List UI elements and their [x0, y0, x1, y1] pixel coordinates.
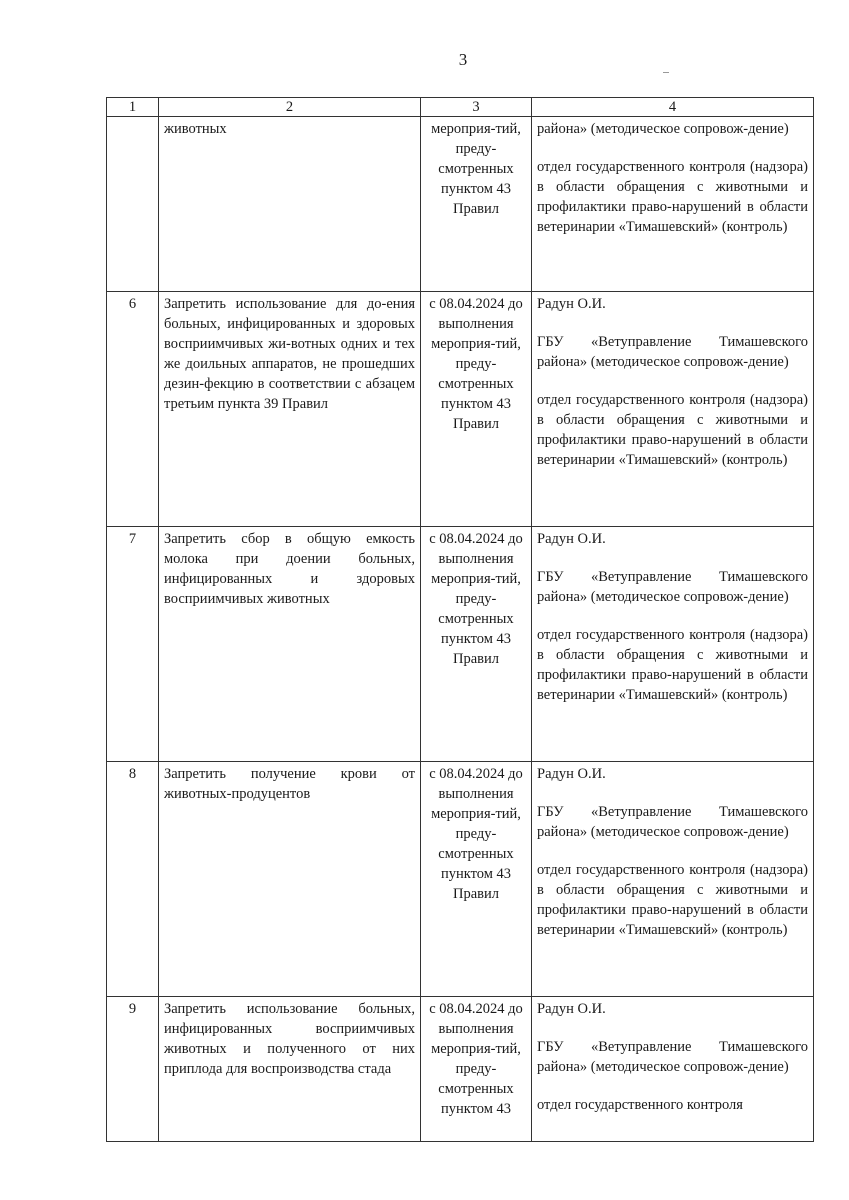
row-deadline: с 08.04.2024 до выполнения мероприя-тий, преду-смотренных пунктом 43 Правил [421, 527, 532, 762]
table-row [107, 117, 814, 292]
row-number [107, 117, 159, 292]
row-measure: Запретить использование больных, инфицированных восприимчивых животных и полученного от них приплода для воспроизводства стада [159, 997, 421, 1142]
row-number: 8 [107, 762, 159, 997]
row-responsible [532, 762, 814, 997]
responsible-line: Радун О.И. [537, 296, 606, 312]
responsible-line: ГБУ «Ветуправление Тимашевского района» (методическое сопровож-дение) [537, 334, 808, 370]
responsible-line: отдел государственного контроля (надзора) в области обращения с животными и профилактики право-нарушений в области ветеринарии «Тимашевский» (контроль) [537, 862, 808, 938]
row-deadline: мероприя-тий, преду-смотренных пунктом 43 Правил [421, 117, 532, 292]
row-responsible [532, 527, 814, 762]
row-measure: Запретить использование для до-ения больных, инфицированных и здоровых восприимчивых жи-вотных одних и тех же доильных аппаратов, не прошедших дезин-фекцию в соответствии с абзацем третьим пункта 39 Правил [159, 292, 421, 527]
row-measure: Запретить сбор в общую емкость молока при доении больных, инфицированных и здоровых восприимчивых животных [159, 527, 421, 762]
table-row [107, 997, 814, 1142]
row-number: 6 [107, 292, 159, 527]
row-measure: Запретить получение крови от животных-продуцентов [159, 762, 421, 997]
header-col-1: 1 [107, 98, 159, 117]
responsible-line: ГБУ «Ветуправление Тимашевского района» (методическое сопровож-дение) [537, 569, 808, 605]
header-col-4: 4 [532, 98, 814, 117]
table-row [107, 762, 814, 997]
scan-mark [663, 72, 669, 73]
row-deadline: с 08.04.2024 до выполнения мероприя-тий, преду-смотренных пунктом 43 Правил [421, 292, 532, 527]
responsible-line: отдел государственного контроля (надзора) в области обращения с животными и профилактики право-нарушений в области ветеринарии «Тимашевский» (контроль) [537, 392, 808, 468]
responsible-line: Радун О.И. [537, 766, 606, 782]
responsible-line: ГБУ «Ветуправление Тимашевского района» (методическое сопровож-дение) [537, 1039, 808, 1075]
responsible-line: района» (методическое сопровож-дение) [537, 121, 789, 137]
row-responsible [532, 292, 814, 527]
responsible-line: Радун О.И. [537, 1001, 606, 1017]
row-measure: животных [159, 117, 421, 292]
row-number: 7 [107, 527, 159, 762]
row-number: 9 [107, 997, 159, 1142]
page-number: 3 [458, 50, 468, 69]
responsible-line: отдел государственного контроля (надзора) в области обращения с животными и профилактики право-нарушений в области ветеринарии «Тимашевский» (контроль) [537, 627, 808, 703]
header-row [107, 98, 814, 117]
measures-table [106, 97, 814, 1142]
responsible-line: отдел государственного контроля (надзора) в области обращения с животными и профилактики право-нарушений в области ветеринарии «Тимашевский» (контроль) [537, 159, 808, 235]
row-deadline: с 08.04.2024 до выполнения мероприя-тий, преду-смотренных пунктом 43 Правил [421, 762, 532, 997]
row-responsible [532, 117, 814, 292]
header-col-3: 3 [421, 98, 532, 117]
table-row [107, 292, 814, 527]
table-row [107, 527, 814, 762]
responsible-line: отдел государственного контроля [537, 1097, 743, 1113]
row-deadline: с 08.04.2024 до выполнения мероприя-тий, преду-смотренных пунктом 43 [421, 997, 532, 1142]
responsible-line: Радун О.И. [537, 531, 606, 547]
header-col-2: 2 [159, 98, 421, 117]
responsible-line: ГБУ «Ветуправление Тимашевского района» (методическое сопровож-дение) [537, 804, 808, 840]
row-responsible [532, 997, 814, 1142]
